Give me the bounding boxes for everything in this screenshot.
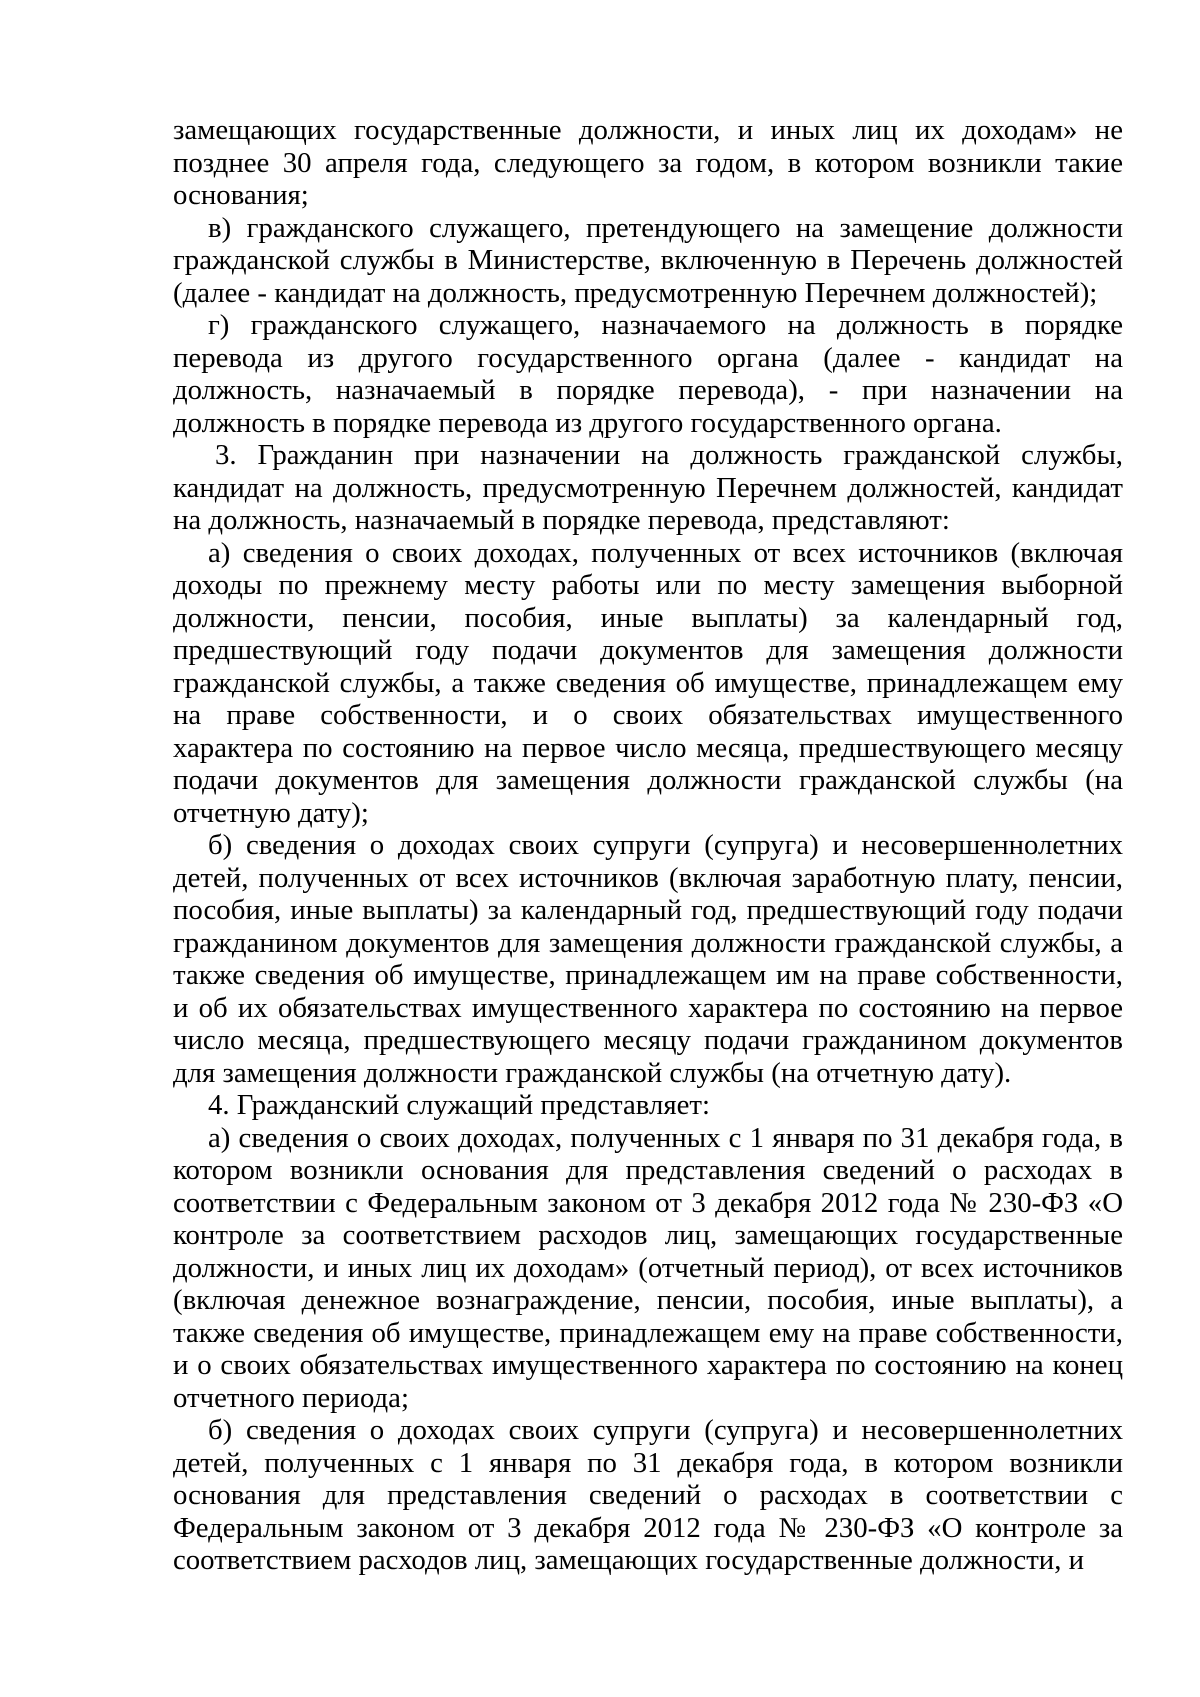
paragraph-section-3-item-a: а) сведения о своих доходах, полученных от всех источников (включая доходы по прежнему месту работы или по месту замещения выборной должности, пенсии, пособия, иные выплаты) за календарный год, предшествующий году подачи документов для замещения должности гражданской службы, а также сведения об имуществе, принадлежащем ему на праве собственности, и о своих обязательствах имущественного характера по состоянию на первое число месяца, предшествующего месяцу подачи документов для замещения должности гражданской службы (на отчетную дату); [173, 536, 1123, 829]
paragraph-section-4: 4. Гражданский служащий представляет: [208, 1089, 710, 1121]
paragraph-section-3: 3. Гражданин при назначении на должность гражданской службы, кандидат на должность, предусмотренную Перечнем должностей, кандидат на должность, назначаемый в порядке перевода, представляют: [173, 439, 1123, 536]
paragraph-continuation: замещающих государственные должности, и иных лиц их доходам» не позднее 30 апреля года, следующего за годом, в котором возникли такие основания; [173, 114, 1123, 211]
paragraph-item-g: г) гражданского служащего, назначаемого на должность в порядке перевода из другого государственного органа (далее - кандидат на должность, назначаемый в порядке перевода), - при назначении на должность в порядке перевода из другого государственного органа. [173, 309, 1123, 439]
paragraph-section-4-item-a: а) сведения о своих доходах, полученных с 1 января по 31 декабря года, в котором возникли основания для представления сведений о расходах в соответствии с Федеральным законом от 3 декабря 2012 года № 230-ФЗ «О контроле за соответствием расходов лиц, замещающих государственные должности, и иных лиц их доходам» (отчетный период), от всех источников (включая денежное вознаграждение, пенсии, пособия, иные выплаты), а также сведения об имуществе, принадлежащем ему на праве собственности, и о своих обязательствах имущественного характера по состоянию на конец отчетного периода; [173, 1121, 1123, 1414]
paragraph-section-4-item-b: б) сведения о доходах своих супруги (супруга) и несовершеннолетних детей, полученных с 1 января по 31 декабря года, в котором возникли основания для представления сведений о расходах в соответствии с Федеральным законом от 3 декабря 2012 года № 230-ФЗ «О контроле за соответствием расходов лиц, замещающих государственные должности, и [173, 1414, 1123, 1576]
paragraph-section-3-item-b: б) сведения о доходах своих супруги (супруга) и несовершеннолетних детей, полученных от всех источников (включая заработную плату, пенсии, пособия, иные выплаты) за календарный год, предшествующий году подачи гражданином документов для замещения должности гражданской службы, а также сведения об имуществе, принадлежащем им на праве собственности, и об их обязательствах имущественного характера по состоянию на первое число месяца, предшествующего месяцу подачи гражданином документов для замещения должности гражданской службы (на отчетную дату). [173, 829, 1123, 1089]
paragraph-item-v: в) гражданского служащего, претендующего на замещение должности гражданской службы в Министерстве, включенную в Перечень должностей (далее - кандидат на должность, предусмотренную Перечнем должностей); [173, 211, 1123, 309]
document-page [173, 114, 1123, 1577]
